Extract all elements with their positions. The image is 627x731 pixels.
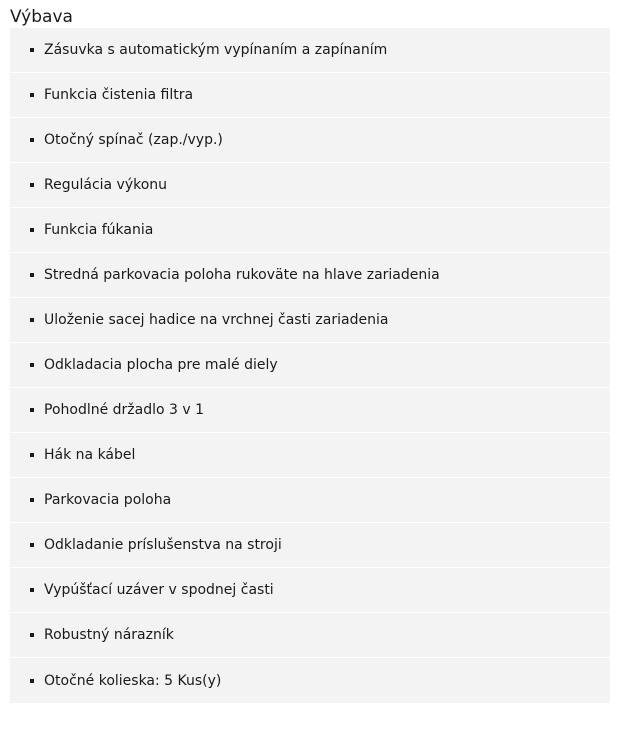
feature-label: Odkladanie príslušenstva na stroji <box>44 537 282 553</box>
feature-item <box>10 73 610 118</box>
feature-item <box>10 568 610 613</box>
bullet-icon <box>30 273 34 277</box>
feature-item <box>10 253 610 298</box>
bullet-icon <box>30 228 34 232</box>
feature-label: Funkcia čistenia filtra <box>44 87 194 103</box>
feature-label: Hák na kábel <box>44 447 136 463</box>
feature-label: Uloženie sacej hadice na vrchnej časti zariadenia <box>44 312 389 328</box>
feature-label: Parkovacia poloha <box>44 492 172 508</box>
feature-item <box>10 163 610 208</box>
feature-item <box>10 658 610 703</box>
feature-item <box>10 298 610 343</box>
feature-item <box>10 28 610 73</box>
feature-label: Regulácia výkonu <box>44 177 168 193</box>
feature-item <box>10 343 610 388</box>
feature-item <box>10 523 610 568</box>
bullet-icon <box>30 633 34 637</box>
bullet-icon <box>30 93 34 97</box>
bullet-icon <box>30 138 34 142</box>
bullet-icon <box>30 588 34 592</box>
feature-item <box>10 208 610 253</box>
feature-label: Otočné kolieska: 5 Kus(y) <box>44 672 222 689</box>
bullet-icon <box>30 183 34 187</box>
bullet-icon <box>30 453 34 457</box>
feature-list <box>10 28 610 703</box>
feature-label: Stredná parkovacia poloha rukoväte na hlave zariadenia <box>44 267 440 283</box>
feature-item <box>10 478 610 523</box>
bullet-icon <box>30 48 34 52</box>
bullet-icon <box>30 408 34 412</box>
bullet-icon <box>30 679 34 683</box>
feature-item <box>10 613 610 658</box>
section-title: Výbava <box>10 7 73 27</box>
bullet-icon <box>30 318 34 322</box>
feature-label: Vypúšťací uzáver v spodnej časti <box>44 582 274 598</box>
feature-label: Odkladacia plocha pre malé diely <box>44 357 278 373</box>
feature-label: Zásuvka s automatickým vypínaním a zapínaním <box>44 42 388 58</box>
feature-label: Robustný nárazník <box>44 627 174 643</box>
bullet-icon <box>30 363 34 367</box>
feature-item <box>10 388 610 433</box>
bullet-icon <box>30 498 34 502</box>
bullet-icon <box>30 543 34 547</box>
feature-label: Funkcia fúkania <box>44 222 154 238</box>
feature-item <box>10 433 610 478</box>
feature-item <box>10 118 610 163</box>
feature-label: Pohodlné držadlo 3 v 1 <box>44 402 205 418</box>
feature-label: Otočný spínač (zap./vyp.) <box>44 132 223 148</box>
